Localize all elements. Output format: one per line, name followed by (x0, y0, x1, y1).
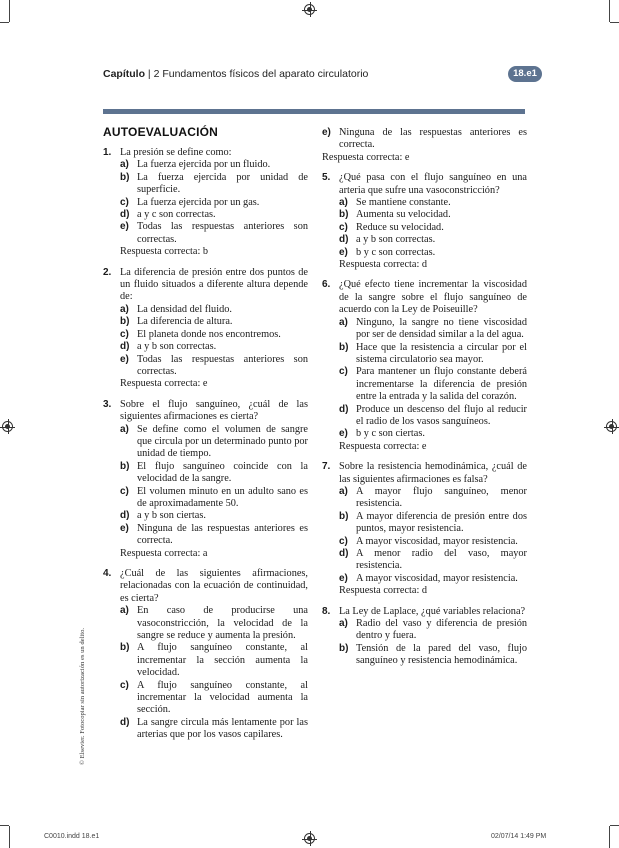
option-letter: b) (339, 209, 349, 221)
option-text: A flujo sanguíneo constante, al incrementar la sección aumenta la velocidad. (137, 642, 308, 679)
option (120, 605, 308, 642)
option-text: a y b son ciertas. (137, 510, 206, 522)
option (339, 342, 527, 367)
option (339, 428, 527, 440)
option-letter: a) (120, 423, 129, 435)
option (120, 486, 308, 511)
option-letter: a) (120, 605, 129, 617)
option-text: Se mantiene constante. (356, 197, 451, 209)
left-column (103, 147, 308, 750)
option-letter: d) (120, 510, 130, 522)
option (120, 316, 308, 328)
option-letter: d) (339, 548, 349, 559)
question (103, 267, 308, 391)
option (120, 172, 308, 197)
option-text: Se define como el volumen de sangre que circula por un determinado punto por unidad de tiempo. (137, 423, 308, 460)
crop-mark (610, 825, 619, 826)
answer-line: Respuesta correcta: a (120, 547, 208, 559)
question (322, 606, 527, 668)
question-number: 5. (322, 172, 331, 184)
crop-mark (609, 826, 610, 848)
running-header (103, 66, 524, 82)
question (322, 461, 527, 597)
question (103, 147, 308, 259)
footer-timestamp: 02/07/14 1:49 PM (491, 833, 547, 840)
option (339, 247, 527, 259)
option-letter: e) (120, 353, 129, 365)
option-letter: a) (339, 485, 348, 497)
option (339, 536, 527, 548)
option-text: Hace que la resistencia a circular por el sistema circulatorio sea mayor. (356, 341, 527, 365)
registration-mark-icon (304, 4, 315, 15)
option (120, 510, 308, 522)
registration-mark-icon (304, 833, 315, 844)
option (322, 127, 527, 152)
option-text: El planeta donde nos encontremos. (137, 328, 281, 340)
option (339, 643, 527, 668)
option-letter: c) (120, 328, 129, 340)
option-text: a y b son correctas. (356, 234, 436, 246)
option (120, 424, 308, 461)
option (339, 366, 527, 403)
chapter-label: Capítulo (103, 68, 145, 80)
option-letter: a) (339, 197, 348, 209)
question-text: Sobre el flujo sanguíneo, ¿cuál de las siguientes afirmaciones es cierta? (120, 398, 308, 423)
option-letter: d) (339, 403, 349, 415)
question-text: La presión se define como: (120, 147, 232, 158)
answer-line: Respuesta correcta: e (322, 151, 410, 163)
question-number: 7. (322, 461, 331, 473)
option (120, 354, 308, 379)
question-text: La diferencia de presión entre dos puntos de un fluido situados a diferente altura depende de: (120, 266, 308, 303)
option-text: La densidad del fluido. (137, 303, 232, 315)
option-letter: e) (339, 246, 348, 258)
option-letter: b) (120, 171, 130, 183)
question-number: 1. (103, 147, 112, 158)
option-letter: c) (339, 221, 348, 233)
option-text: La fuerza ejercida por un gas. (137, 196, 260, 208)
option-letter: c) (339, 535, 348, 547)
option-text: Ninguna de las respuestas anteriores es correcta. (339, 127, 527, 151)
option-text: El flujo sanguíneo coincide con la velocidad de la sangre. (137, 460, 308, 485)
question-number: 8. (322, 605, 331, 617)
question-text: La Ley de Laplace, ¿qué variables relaciona? (339, 605, 526, 617)
option-text: Para mantener un flujo constante deberá incrementarse la diferencia de presión entre la entrada y la salida del corazón. (356, 366, 527, 403)
option-text: b y c son correctas. (356, 246, 436, 258)
option-letter: d) (339, 234, 349, 246)
option (120, 221, 308, 246)
option-text: Tensión de la pared del vaso, flujo sanguíneo y resistencia hemodinámica. (356, 642, 527, 667)
option (120, 329, 308, 341)
option (120, 209, 308, 221)
option-text: a y b son correctas. (137, 341, 217, 353)
page-title: AUTOEVALUACIÓN (103, 125, 219, 139)
question (103, 399, 308, 560)
option-text: A mayor diferencia de presión entre dos puntos, mayor resistencia. (356, 510, 527, 535)
option-letter: d) (120, 341, 130, 353)
option-text: Produce un descenso del flujo al reducir el radio de los vasos sanguíneos. (356, 403, 527, 427)
option (339, 573, 527, 585)
option-letter: c) (120, 196, 129, 208)
answer-line: Respuesta correcta: d (339, 585, 428, 597)
option-text: Todas las respuestas anteriores son correctas. (137, 221, 308, 245)
page-number-badge: 18.e1 (508, 66, 542, 82)
chapter-number: 2 (153, 68, 160, 80)
answer-line: Respuesta correcta: e (120, 378, 208, 390)
option-text: Ninguna de las respuestas anteriores es correcta. (137, 522, 308, 547)
question-text: ¿Qué pasa con el flujo sanguíneo en una arteria que sufre una vasoconstricción? (339, 172, 527, 196)
option (339, 618, 527, 643)
option (120, 341, 308, 353)
option-text: a y c son correctas. (137, 209, 216, 221)
option (339, 404, 527, 429)
option-text: La fuerza ejercida por unidad de superficie. (137, 171, 308, 196)
option (339, 234, 527, 246)
option-letter: c) (339, 366, 348, 378)
answer-line: Respuesta correcta: b (120, 246, 209, 258)
option-letter: b) (120, 316, 130, 328)
question (322, 172, 527, 271)
question-text: ¿Cuál de las siguientes afirmaciones, relacionadas con la ecuación de continuidad, es cierta? (120, 568, 308, 604)
option-letter: d) (120, 209, 130, 221)
footer-file-info: C0010.indd 18.e1 (44, 833, 100, 840)
option-text: Aumenta su velocidad. (356, 209, 451, 221)
option-text: A flujo sanguíneo constante, al incrementar la velocidad aumenta la sección. (137, 679, 308, 716)
option (339, 548, 527, 573)
option-text: En caso de producirse una vasoconstricción, la velocidad de la sangre se reduce y aumenta la presión. (137, 605, 308, 642)
option-text: A mayor viscosidad, mayor resistencia. (356, 572, 518, 584)
option (339, 511, 527, 536)
option (339, 222, 527, 234)
registration-mark-icon (606, 421, 617, 432)
option-letter: b) (120, 460, 130, 472)
question-text: Sobre la resistencia hemodinámica, ¿cuál de las siguientes afirmaciones es falsa? (339, 461, 527, 485)
option-letter: a) (339, 618, 348, 630)
option-text: El volumen minuto en un adulto sano es de aproximadamente 50. (137, 485, 308, 509)
option-letter: e) (339, 428, 348, 440)
option-text: La sangre circula más lentamente por las arterias que por los vasos capilares. (137, 716, 308, 741)
option (120, 304, 308, 316)
copyright-note: © Elsevier. Fotocopiar sin autorización es un delito. (79, 627, 86, 765)
option-text: A mayor viscosidad, mayor resistencia. (356, 535, 518, 547)
option-letter: b) (339, 642, 349, 654)
option-letter: b) (120, 642, 130, 654)
question-number: 4. (103, 568, 112, 579)
option-text: Radio del vaso y diferencia de presión dentro y fuera. (356, 618, 527, 642)
option (339, 209, 527, 221)
header-rule (103, 109, 525, 114)
answer-line: Respuesta correcta: e (339, 440, 427, 452)
option-text: A mayor flujo sanguíneo, menor resistencia. (356, 485, 527, 510)
option (120, 159, 308, 171)
crop-mark (610, 22, 619, 23)
option (339, 197, 527, 209)
option-letter: a) (120, 159, 129, 171)
option-text: Ninguno, la sangre no tiene viscosidad por ser de densidad similar a la del agua. (356, 316, 527, 341)
option (120, 461, 308, 486)
question-number: 3. (103, 398, 112, 410)
registration-mark-icon (2, 421, 13, 432)
chapter-title: Fundamentos físicos del aparato circulatorio (162, 68, 369, 80)
option-text: b y c son ciertas. (356, 428, 425, 440)
option (120, 197, 308, 209)
question-text: ¿Qué efecto tiene incrementar la viscosidad de la sangre sobre el flujo sanguíneo de acuerdo con la Ley de Poiseuille? (339, 279, 527, 316)
option (120, 523, 308, 548)
crop-mark (9, 0, 10, 22)
option-letter: e) (120, 522, 129, 534)
option (339, 317, 527, 342)
option-text: Todas las respuestas anteriores son correctas. (137, 353, 308, 377)
option-text: Reduce su velocidad. (356, 221, 444, 233)
question (322, 279, 527, 453)
question (103, 568, 308, 742)
question-number: 2. (103, 266, 112, 278)
option-letter: b) (339, 341, 349, 353)
option-text: La fuerza ejercida por un fluido. (137, 159, 271, 171)
answer-line: Respuesta correcta: d (339, 259, 428, 271)
question-number: 6. (322, 279, 331, 291)
header-separator: | (147, 68, 151, 80)
option-letter: a) (339, 316, 348, 328)
option-letter: e) (339, 572, 348, 584)
option (120, 642, 308, 679)
crop-mark (0, 22, 9, 23)
option-text: A menor radio del vaso, mayor resistencia. (356, 548, 527, 572)
option-letter: e) (322, 127, 331, 138)
option (120, 717, 308, 742)
option (339, 486, 527, 511)
option-letter: d) (120, 716, 130, 728)
option-text: La diferencia de altura. (137, 316, 233, 328)
right-column (322, 127, 527, 676)
option-letter: a) (120, 303, 129, 315)
crop-mark (9, 826, 10, 848)
crop-mark (609, 0, 610, 22)
option (120, 680, 308, 717)
option-letter: c) (120, 485, 129, 497)
option-letter: c) (120, 679, 129, 691)
option-letter: b) (339, 510, 349, 522)
crop-mark (0, 825, 9, 826)
option-letter: e) (120, 221, 129, 233)
